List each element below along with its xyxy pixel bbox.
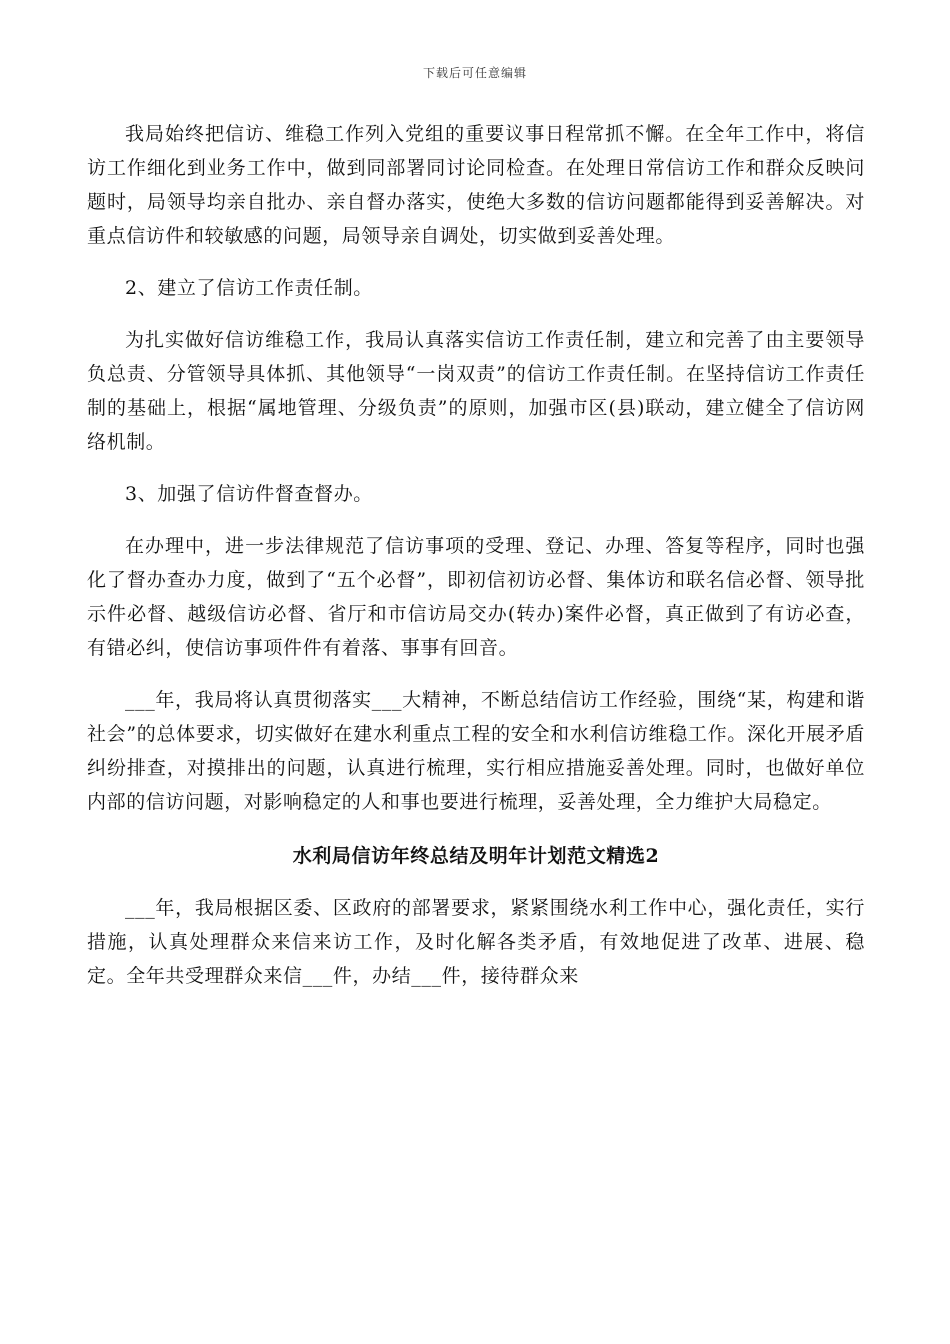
paragraph-supervision: 在办理中，进一步法律规范了信访事项的受理、登记、办理、答复等程序，同时也强化了督办查办力度，做到了“五个必督”，即初信初访必督、集体访和联名信必督、领导批示件必督、越级信访必督、省厅和市信访局交办(转办)案件必督，真正做到了有访必查，有错必纠，使信访事项件件有着落、事事有回音。 (87, 535, 865, 659)
paragraph-second-article-intro: ___年，我局根据区委、区政府的部署要求，紧紧围绕水利工作中心，强化责任，实行措施，认真处理群众来信来访工作，及时化解各类矛盾，有效地促进了改革、进展、稳定。全年共受理群众来信___件，办结___件，接待群众来 (87, 897, 865, 987)
paragraph-item-3-title: 3、加强了信访件督查督办。 (125, 483, 373, 505)
paragraph-next-year-plan: ___年，我局将认真贯彻落实___大精神，不断总结信访工作经验，围绕“某，构建和谐社会”的总体要求，切实做好在建水利重点工程的安全和水利信访维稳工作。深化开展矛盾纠纷排查，对摸排出的问题，认真进行梳理，实行相应措施妥善处理。同时，也做好单位内部的信访问题，对影响稳定的人和事也要进行梳理，妥善处理，全力维护大局稳定。 (87, 689, 865, 813)
section-heading: 水利局信访年终总结及明年计划范文精选2 (292, 845, 660, 867)
paragraph-leadership: 我局始终把信访、维稳工作列入党组的重要议事日程常抓不懈。在全年工作中，将信访工作细化到业务工作中，做到同部署同讨论同检查。在处理日常信访工作和群众反映问题时，局领导均亲自批办、亲自督办落实，使绝大多数的信访问题都能得到妥善解决。对重点信访件和较敏感的问题，局领导亲自调处，切实做到妥善处理。 (87, 123, 865, 247)
paragraph-item-2-title: 2、建立了信访工作责任制。 (125, 277, 373, 299)
document-body (87, 117, 865, 993)
paragraph-responsibility: 为扎实做好信访维稳工作，我局认真落实信访工作责任制，建立和完善了由主要领导负总责、分管领导具体抓、其他领导“一岗双责”的信访工作责任制。在坚持信访工作责任制的基础上，根据“属地管理、分级负责”的原则，加强市区(县)联动，建立健全了信访网络机制。 (87, 329, 865, 453)
page-header-note: 下载后可任意编辑 (422, 66, 527, 80)
